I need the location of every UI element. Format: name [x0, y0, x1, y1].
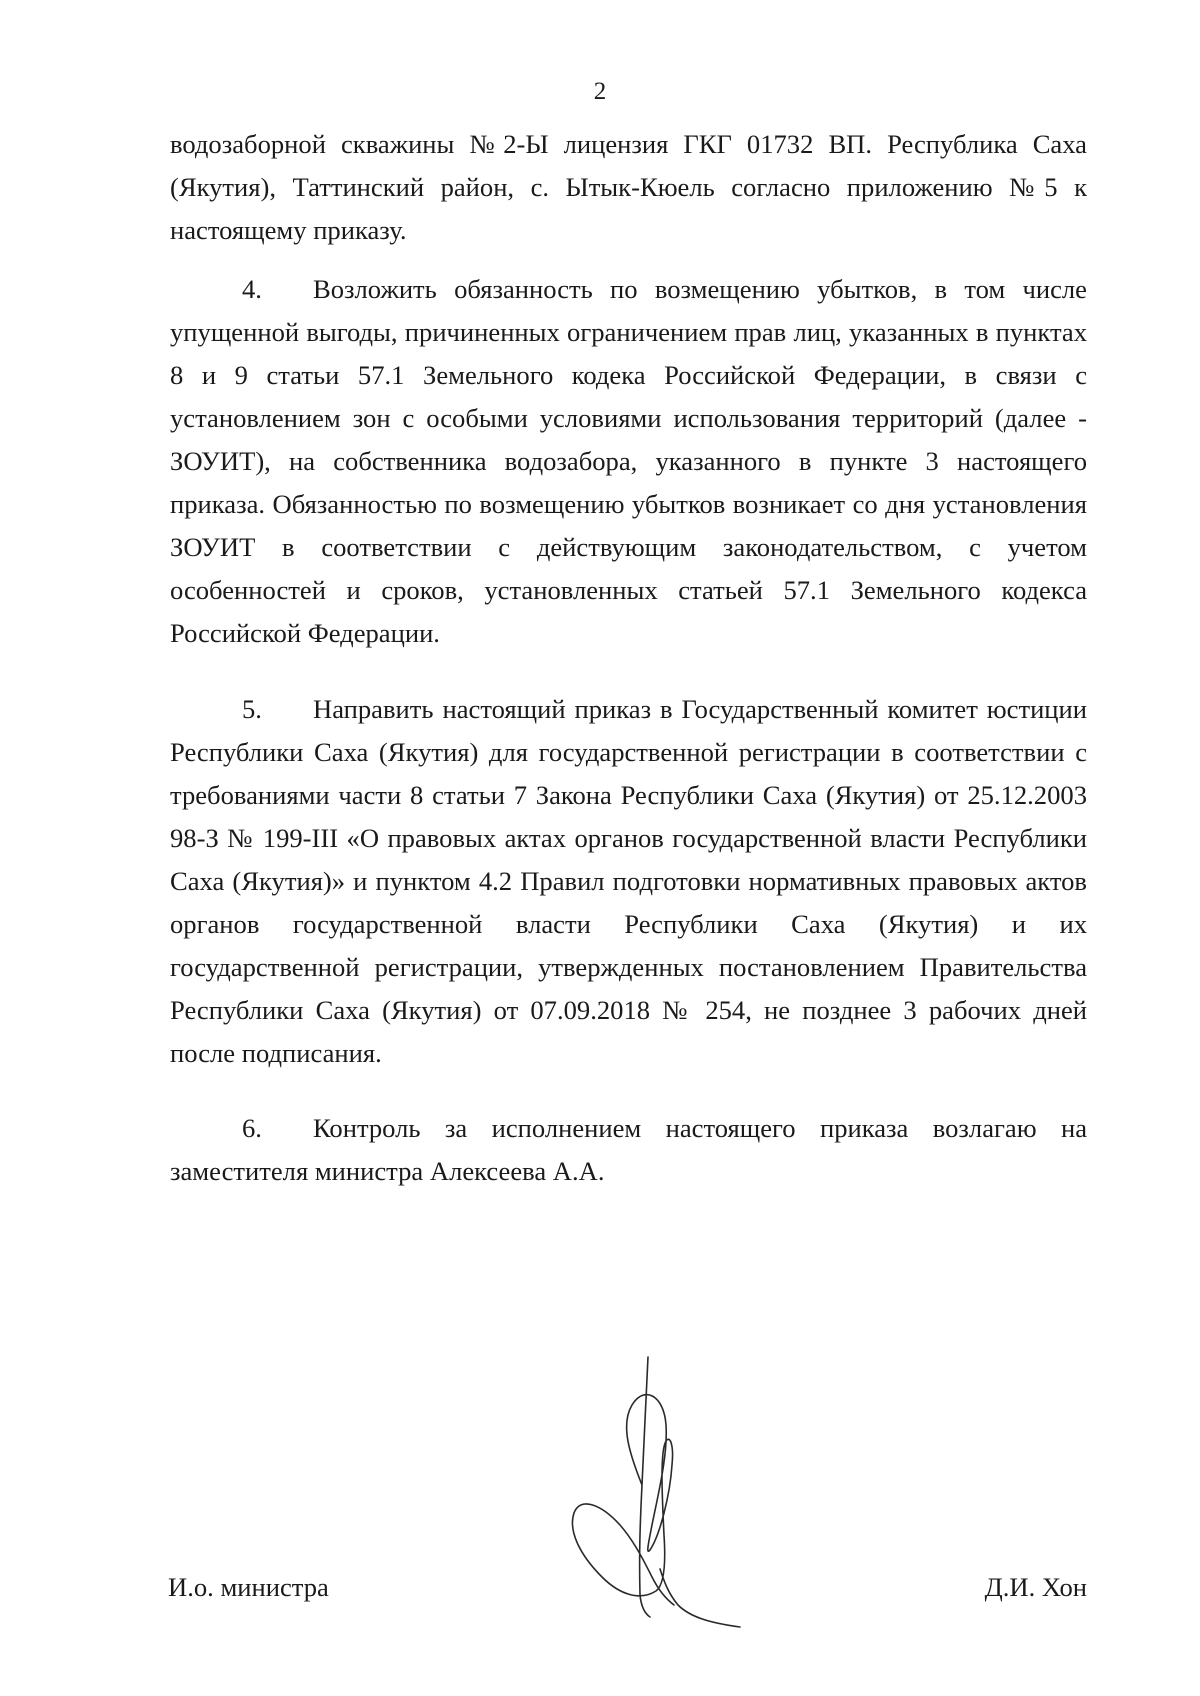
signer-position: И.о. министра	[168, 1572, 329, 1602]
paragraph-6-text: Контроль за исполнением настоящего приказа возлагаю на заместителя министра Алексеева А.А.	[170, 1113, 1087, 1186]
paragraph-4-text: Возложить обязанность по возмещению убытков, в том числе упущенной выгоды, причиненных ограничением прав лиц, указанных в пунктах 8 и 9 статьи 57.1 Земельного кодека Российской Федерации, в связи с установлением зон с особыми условиями использования территорий (далее - ЗОУИТ), на собственника водозабора, указанного в пункте 3 настоящего приказа. Обязанностью по возмещению убытков возникает со дня установления ЗОУИТ в соответствии с действующим законодательством, с учетом особенностей и сроков, установленных статьей 57.1 Земельного кодекса Российской Федерации.	[170, 274, 1087, 648]
signer-name: Д.И. Хон	[984, 1572, 1087, 1602]
paragraph-4-number: 4.	[242, 274, 262, 304]
paragraph-5-number: 5.	[242, 694, 262, 724]
paragraph-4	[170, 268, 1087, 655]
page-number: 2	[593, 78, 607, 105]
paragraph-5-text: Направить настоящий приказ в Государственный комитет юстиции Республики Саха (Якутия) для государственной регистрации в соответствии с требованиями части 8 статьи 7 Закона Республики Саха (Якутия) от 25.12.2003 98-З № 199-III «О правовых актах органов государственной власти Республики Саха (Якутия)» и пунктом 4.2 Правил подготовки нормативных правовых актов органов государственной власти Республики Саха (Якутия) и их государственной регистрации, утвержденных постановлением Правительства Республики Саха (Якутия) от 07.09.2018 № 254, не позднее 3 рабочих дней после подписания.	[170, 694, 1087, 1068]
handwritten-signature	[560, 1355, 750, 1635]
paragraph-6	[170, 1107, 1087, 1193]
paragraph-4-body	[170, 268, 1087, 655]
paragraph-6-number: 6.	[242, 1113, 262, 1143]
paragraph-5-body	[170, 688, 1087, 1075]
paragraph-continuation-text: водозаборной скважины №2-Ы лицензия ГКГ 01732 ВП. Республика Саха (Якутия), Таттинский район, с. Ытык-Кюель согласно приложению №5 к настоящему приказу.	[170, 129, 1087, 245]
paragraph-continuation	[170, 123, 1087, 252]
paragraph-6-body	[170, 1107, 1087, 1193]
paragraph-5	[170, 688, 1087, 1075]
